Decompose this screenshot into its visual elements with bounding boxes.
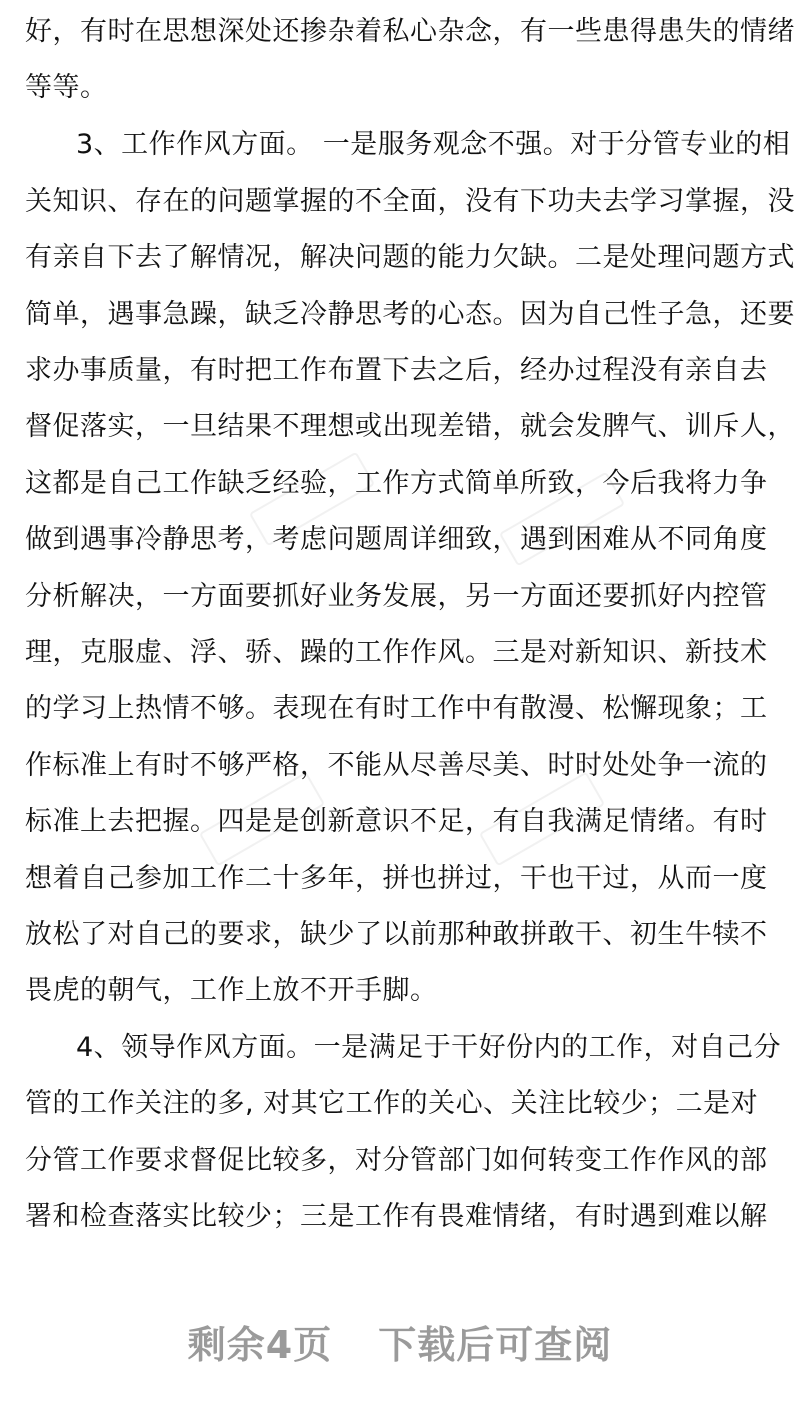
text-line: 督促落实，一旦结果不理想或出现差错，就会发脾气、训斥人， [25,411,795,442]
text-line: 分管工作要求督促比较多，对分管部门如何转变工作作风的部 [25,1145,768,1176]
text-line: 作标准上有时不够严格，不能从尽善尽美、时时处处争一流的 [25,750,768,781]
text-line: 做到遇事冷静思考，考虑问题周详细致，遇到困难从不同角度 [25,524,768,555]
text-line: 放松了对自己的要求，缺少了以前那种敢拼敢干、初生牛犊不 [25,919,768,950]
remaining-pages-label: 剩余4页 [187,1323,333,1367]
text-line: 畏虎的朝气，工作上放不开手脚。 [25,975,438,1006]
text-line: 求办事质量，有时把工作布置下去之后，经办过程没有亲自去 [25,355,768,386]
text-line: 管的工作关注的多, 对其它工作的关心、关注比较少；二是对 [25,1088,759,1119]
text-line: 标准上去把握。四是是创新意识不足，有自我满足情绪。有时 [25,806,768,837]
text-line: 等等。 [25,72,108,103]
text-line: 好，有时在思想深处还掺杂着私心杂念，有一些患得患失的情绪 [25,16,795,47]
text-line: 的学习上热情不够。表现在有时工作中有散漫、松懈现象；工 [25,693,768,724]
text-line: 这都是自己工作缺乏经验，工作方式简单所致，今后我将力争 [25,468,768,499]
text-line: 3、工作作风方面。 一是服务观念不强。对于分管专业的相 [76,129,791,160]
text-line: 关知识、存在的问题掌握的不全面，没有下功夫去学习掌握，没 [25,186,795,217]
text-line: 简单，遇事急躁，缺乏冷静思考的心态。因为自己性子急，还要 [25,299,795,330]
download-prompt[interactable] [0,1314,800,1369]
download-to-view-label: 下载后可查阅 [378,1323,613,1367]
text-line: 有亲自下去了解情况，解决问题的能力欠缺。二是处理问题方式 [25,242,795,273]
text-line: 署和检查落实比较少；三是工作有畏难情绪，有时遇到难以解 [25,1201,768,1232]
text-line: 想着自己参加工作二十多年，拼也拼过，干也干过，从而一度 [25,863,768,894]
text-line: 4、领导作风方面。一是满足于干好份内的工作，对自己分 [76,1032,782,1063]
text-line: 理，克服虚、浮、骄、躁的工作作风。三是对新知识、新技术 [25,637,768,668]
text-line: 分析解决，一方面要抓好业务发展，另一方面还要抓好内控管 [25,581,768,612]
